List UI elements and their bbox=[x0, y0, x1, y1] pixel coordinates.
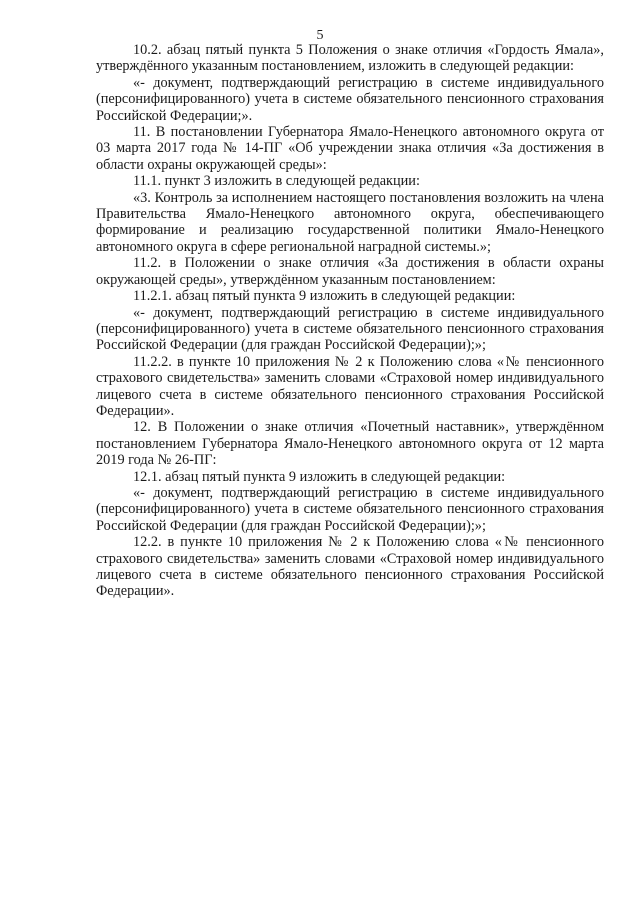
paragraph-11-1-text: «3. Контроль за исполнением настоящего постановления возложить на члена Правительства Ямало-Ненецкого автономного округа, обеспечивающего формирование и реализацию государственной политики Ямало-Ненецкого автономного округа в сфере региональной наградной системы.»; bbox=[96, 189, 604, 255]
document-body bbox=[96, 42, 604, 600]
paragraph-11: 11. В постановлении Губернатора Ямало-Ненецкого автономного округа от 03 марта 2017 года № 14-ПГ «Об учреждении знака отличия «За достижения в области охраны окружающей среды»: bbox=[96, 124, 604, 173]
paragraph-12: 12. В Положении о знаке отличия «Почетный наставник», утверждённом постановлением Губернатора Ямало-Ненецкого автономного округа от 12 марта 2019 года № 26-ПГ: bbox=[96, 419, 604, 469]
paragraph-10-2: 10.2. абзац пятый пункта 5 Положения о знаке отличия «Гордость Ямала», утверждённого указанным постановлением, изложить в следующей редакции: bbox=[96, 42, 604, 75]
paragraph-11-2-1: 11.2.1. абзац пятый пункта 9 изложить в следующей редакции: bbox=[133, 288, 516, 305]
paragraph-11-1: 11.1. пункт 3 изложить в следующей редакции: bbox=[133, 173, 420, 190]
paragraph-12-1: 12.1. абзац пятый пункта 9 изложить в следующей редакции: bbox=[133, 468, 506, 485]
paragraph-11-2-2: 11.2.2. в пункте 10 приложения № 2 к Положению слова «№ пенсионного страхового свидетельства» заменить словами «Страховой номер индивидуального лицевого счета в системе обязательного пенсионного страхования Российской Федерации». bbox=[96, 353, 604, 419]
paragraph-12-1-text: «- документ, подтверждающий регистрацию в системе индивидуального (персонифицированного) учета в системе обязательного пенсионного страхования Российской Федерации (для граждан Российской Федерации);»; bbox=[96, 484, 604, 534]
paragraph-12-2: 12.2. в пункте 10 приложения № 2 к Положению слова «№ пенсионного страхового свидетельства» заменить словами «Страховой номер индивидуального лицевого счета в системе обязательного пенсионного страхования Российской Федерации». bbox=[96, 534, 604, 600]
paragraph-11-2-1-text: «- документ, подтверждающий регистрацию в системе индивидуального (персонифицированного) учета в системе обязательного пенсионного страхования Российской Федерации (для граждан Российской Федерации);»; bbox=[96, 304, 604, 354]
page-number: 5 bbox=[316, 28, 324, 43]
paragraph-11-2: 11.2. в Положении о знаке отличия «За достижения в области охраны окружающей среды», утверждённом указанным постановлением: bbox=[96, 255, 604, 288]
paragraph-10-2-text: «- документ, подтверждающий регистрацию в системе индивидуального (персонифицированного) учета в системе обязательного пенсионного страхования Российской Федерации;». bbox=[96, 74, 604, 124]
